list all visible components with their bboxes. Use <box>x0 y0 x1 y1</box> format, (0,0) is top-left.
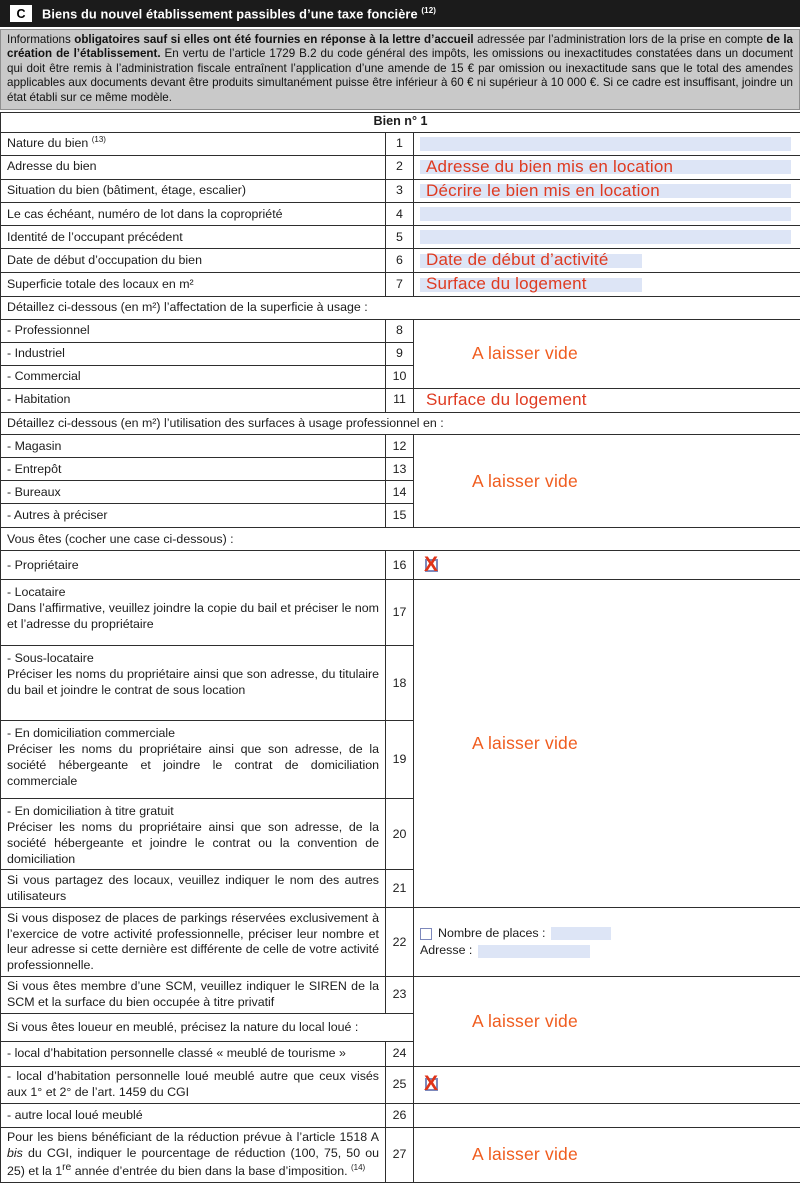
row-3-label: Situation du bien (bâtiment, étage, escalier) <box>1 179 386 203</box>
row-4-label: Le cas échéant, numéro de lot dans la copropriété <box>1 203 386 226</box>
row-6-field[interactable] <box>414 249 800 273</box>
checkbox-x-mark: X <box>424 554 438 575</box>
notice-segment: adressée par l’administration lors de la prise en compte <box>474 33 767 46</box>
row-19-label <box>1 721 386 799</box>
row-25-num: 25 <box>386 1066 414 1103</box>
row-10-num: 10 <box>386 365 414 388</box>
rows-12-15-field[interactable] <box>414 435 800 528</box>
bien-title: Bien n° 1 <box>1 112 800 132</box>
notice-segment: Informations <box>7 33 74 46</box>
row-5-num: 5 <box>386 226 414 249</box>
section-row-vous-etes <box>1 528 800 551</box>
row-15-label: - Autres à préciser <box>1 504 386 528</box>
rows-17-21-field[interactable] <box>414 580 800 908</box>
row-27-field[interactable] <box>414 1127 800 1182</box>
input-highlight[interactable] <box>420 230 791 244</box>
input-highlight[interactable] <box>551 927 611 940</box>
section-letter: C <box>10 5 32 22</box>
parking-count-label: Nombre de places : <box>438 926 545 942</box>
row-26-num: 26 <box>386 1103 414 1127</box>
annotation-row-7: Surface du logement <box>420 274 587 293</box>
row-24-num: 24 <box>386 1041 414 1066</box>
row-26-field[interactable] <box>414 1103 800 1127</box>
notice-box <box>0 29 800 110</box>
row-17-num: 17 <box>386 580 414 646</box>
row-25-field[interactable] <box>414 1066 800 1103</box>
annotation-rows-23-24: A laisser vide <box>472 1012 578 1030</box>
annotation-rows-12-15: A laisser vide <box>472 472 578 490</box>
row-22-num: 22 <box>386 908 414 977</box>
section-utilisation-label: Détaillez ci-dessous (en m²) l’utilisation des surfaces à usage professionnel en : <box>1 412 800 435</box>
notice-segment: En vertu de l’article 1729 B.2 du code général des impôts, les omissions ou inexactitudes constatées dans un document qui doit être remis à l’administration fiscale entraînent l’application d’une amende de 15 € par omission ou inexactitude sans que le total des amendes applicables aux documents devant être produits simultanément puisse être inférieur à 60 € ni supérieur à 10 000 €. Si ce cadre est insuffisant, joindre un état établi sur ce même modèle. <box>7 47 793 103</box>
row-7-field[interactable] <box>414 273 800 297</box>
row-12-label: - Magasin <box>1 435 386 458</box>
row-19-num: 19 <box>386 721 414 799</box>
section-vous-etes-label: Vous êtes (cocher une case ci-dessous) : <box>1 528 800 551</box>
form-table <box>0 112 800 1183</box>
row-8-label: - Professionnel <box>1 319 386 342</box>
form-row-2 <box>1 155 800 179</box>
row-20-title: - En domiciliation à titre gratuit <box>7 804 379 820</box>
notice-segment-bold: obligatoires sauf si elles ont été fournies en réponse à la lettre d’accueil <box>74 33 473 46</box>
row-21-label: Si vous partagez des locaux, veuillez indiquer le nom des autres utilisateurs <box>1 870 386 908</box>
row-5-field[interactable] <box>414 226 800 249</box>
input-highlight[interactable] <box>478 945 590 958</box>
form-row-16 <box>1 551 800 580</box>
row-14-num: 14 <box>386 481 414 504</box>
row-4-field[interactable] <box>414 203 800 226</box>
checkbox-meuble-autre[interactable] <box>425 1078 438 1091</box>
form-row-25 <box>1 1066 800 1103</box>
row-11-field[interactable] <box>414 388 800 412</box>
checkbox-proprietaire[interactable] <box>425 559 438 572</box>
row-23-num: 23 <box>386 977 414 1014</box>
annotation-row-3: Décrire le bien mis en location <box>420 181 660 200</box>
row-13-num: 13 <box>386 458 414 481</box>
form-row-26 <box>1 1103 800 1127</box>
row-2-label: Adresse du bien <box>1 155 386 179</box>
row-11-num: 11 <box>386 388 414 412</box>
parking-count-line <box>420 926 794 942</box>
form-row-5 <box>1 226 800 249</box>
annotation-row-11: Surface du logement <box>420 390 587 409</box>
row-17-desc: Dans l’affirmative, veuillez joindre la copie du bail et préciser le nom et l’adresse du propriétaire <box>7 601 379 633</box>
row-13-label: - Entrepôt <box>1 458 386 481</box>
row-16-label: - Propriétaire <box>1 551 386 580</box>
row-19-desc: Préciser les noms du propriétaire ainsi que son adresse, de la société hébergeante et joindre le contrat de domiciliation commerciale <box>7 742 379 789</box>
checkbox-x-mark: X <box>424 1073 438 1094</box>
parking-address-line <box>420 943 794 959</box>
row-12-num: 12 <box>386 435 414 458</box>
row-3-num: 3 <box>386 179 414 203</box>
row-1-field[interactable] <box>414 132 800 155</box>
form-row-8 <box>1 319 800 342</box>
row-1-label-text: Nature du bien <box>7 137 92 151</box>
section-loueur-meuble-label: Si vous êtes loueur en meublé, précisez la nature du local loué : <box>1 1013 414 1041</box>
row-18-desc: Préciser les noms du propriétaire ainsi que son adresse, du titulaire du bail et joindre le contrat de sous location <box>7 667 379 699</box>
form-row-27 <box>1 1127 800 1182</box>
row-23-label: Si vous êtes membre d’une SCM, veuillez indiquer le SIREN de la SCM et la surface du bien occupée à titre privatif <box>1 977 386 1014</box>
section-c-header <box>0 0 800 27</box>
row-9-num: 9 <box>386 342 414 365</box>
section-row-utilisation <box>1 412 800 435</box>
bien-header-row <box>1 112 800 132</box>
form-row-23 <box>1 977 800 1014</box>
checkbox-parking[interactable] <box>420 928 432 940</box>
row-8-num: 8 <box>386 319 414 342</box>
row-4-num: 4 <box>386 203 414 226</box>
row-1-label <box>1 132 386 155</box>
form-row-12 <box>1 435 800 458</box>
section-row-affectation <box>1 297 800 320</box>
form-row-3 <box>1 179 800 203</box>
form-row-6 <box>1 249 800 273</box>
row-20-num: 20 <box>386 799 414 870</box>
row-6-num: 6 <box>386 249 414 273</box>
notice-segment-bold: de la création de l’établissement. <box>7 33 793 60</box>
row-22-field[interactable] <box>414 908 800 977</box>
row-15-num: 15 <box>386 504 414 528</box>
row-27-label-bis: bis <box>7 1146 23 1160</box>
row-14-label: - Bureaux <box>1 481 386 504</box>
row-20-label <box>1 799 386 870</box>
parking-address-label: Adresse : <box>420 943 472 959</box>
row-21-num: 21 <box>386 870 414 908</box>
section-title-text: Biens du nouvel établissement passibles d’une taxe foncière <box>42 6 418 21</box>
form-row-1 <box>1 132 800 155</box>
form-row-22 <box>1 908 800 977</box>
rows-8-10-field[interactable] <box>414 319 800 388</box>
row-27-label <box>1 1127 386 1182</box>
form-row-7 <box>1 273 800 297</box>
form-row-11 <box>1 388 800 412</box>
row-16-field[interactable] <box>414 551 800 580</box>
row-7-num: 7 <box>386 273 414 297</box>
section-affectation-label: Détaillez ci-dessous (en m²) l’affectation de la superficie à usage : <box>1 297 800 320</box>
row-18-title: - Sous-locataire <box>7 651 379 667</box>
row-6-label: Date de début d’occupation du bien <box>1 249 386 273</box>
row-24-label: - local d’habitation personnelle classé « meublé de tourisme » <box>1 1041 386 1066</box>
row-27-label-sup: re <box>62 1162 71 1173</box>
annotation-rows-17-21: A laisser vide <box>472 734 578 752</box>
row-26-label: - autre local loué meublé <box>1 1103 386 1127</box>
row-27-footnote: (14) <box>351 1163 365 1172</box>
row-18-num: 18 <box>386 646 414 721</box>
row-10-label: - Commercial <box>1 365 386 388</box>
row-22-label: Si vous disposez de places de parkings réservées exclusivement à l’exercice de votre activité professionnelle, préciser leur nombre et leur adresse si cette dernière est différente de celle de votre activité professionnelle. <box>1 908 386 977</box>
row-25-label: - local d’habitation personnelle loué meublé autre que ceux visés aux 1° et 2° de l’art. 1459 du CGI <box>1 1066 386 1103</box>
form-row-17 <box>1 580 800 646</box>
row-2-num: 2 <box>386 155 414 179</box>
input-highlight[interactable] <box>420 137 791 151</box>
section-title <box>42 6 436 21</box>
row-19-title: - En domiciliation commerciale <box>7 726 379 742</box>
row-27-label-text: du CGI, indiquer le pourcentage de réduction (100, 75, 50 ou 25) et la 1 <box>7 1146 379 1179</box>
row-7-label: Superficie totale des locaux en m² <box>1 273 386 297</box>
row-1-footnote: (13) <box>92 135 106 144</box>
rows-23-24-field[interactable] <box>414 977 800 1067</box>
row-3-field[interactable] <box>414 179 800 203</box>
annotation-row-2: Adresse du bien mis en location <box>420 157 673 176</box>
row-1-num: 1 <box>386 132 414 155</box>
row-5-label: Identité de l’occupant précédent <box>1 226 386 249</box>
row-11-label: - Habitation <box>1 388 386 412</box>
row-18-label <box>1 646 386 721</box>
section-title-footnote: (12) <box>421 6 436 15</box>
row-17-title: - Locataire <box>7 585 379 601</box>
row-2-field[interactable] <box>414 155 800 179</box>
row-17-label <box>1 580 386 646</box>
row-9-label: - Industriel <box>1 342 386 365</box>
row-27-label-text: Pour les biens bénéficiant de la réduction prévue à l’article 1518 A <box>7 1130 379 1144</box>
annotation-rows-8-10: A laisser vide <box>472 344 578 362</box>
row-27-num: 27 <box>386 1127 414 1182</box>
annotation-row-27: A laisser vide <box>472 1145 578 1163</box>
form-row-4 <box>1 203 800 226</box>
annotation-row-6: Date de début d’activité <box>420 250 608 269</box>
row-27-label-text: année d’entrée du bien dans la base d’imposition. <box>71 1165 351 1179</box>
row-16-num: 16 <box>386 551 414 580</box>
input-highlight[interactable] <box>420 207 791 221</box>
row-20-desc: Préciser les noms du propriétaire ainsi que son adresse, de la société hébergeante et joindre le contrat ou la convention de domiciliation <box>7 820 379 867</box>
